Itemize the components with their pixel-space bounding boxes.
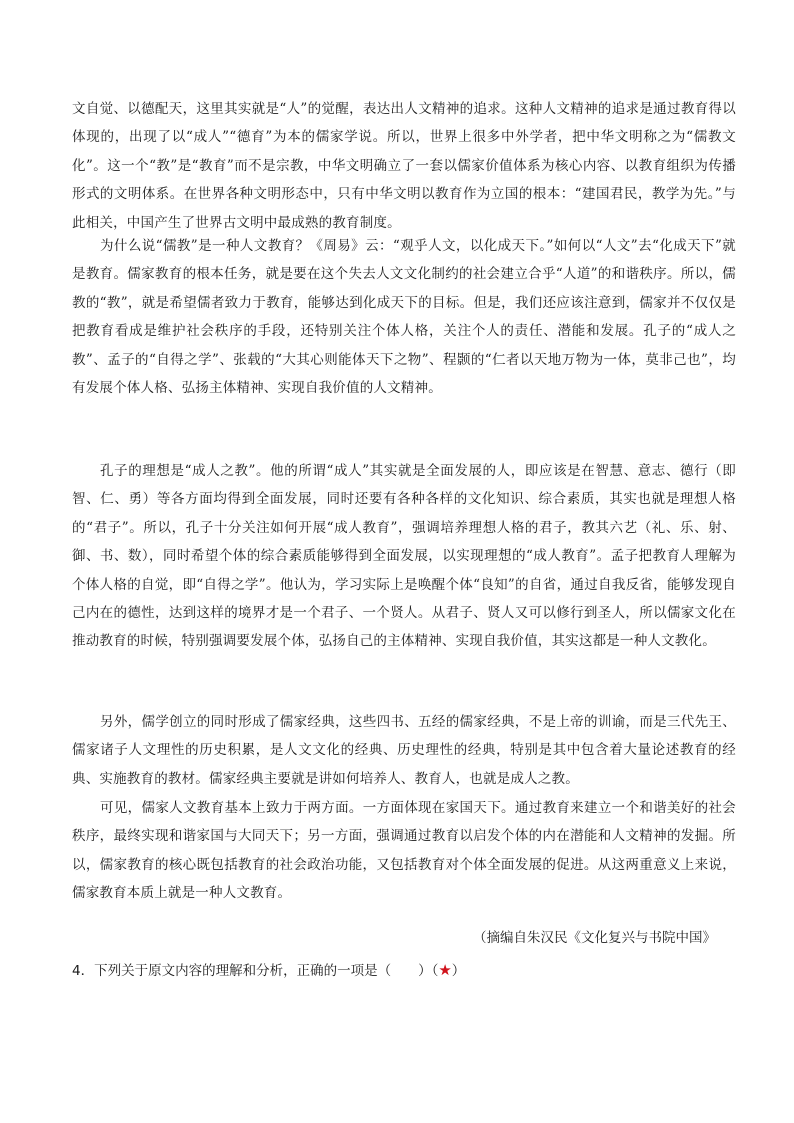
question-text: 4．下列关于原文内容的理解和分析，正确的一项是（ ）（ — [72, 963, 439, 979]
question-close: ） — [451, 963, 466, 979]
paragraph-2: 为什么说“儒教”是一种人文教育？《周易》云：“观乎人文，以化成天下。”如何以“人文”去“化成天下”就是教育。儒家教育的根本任务，就是要在这个失去人文文化制约的社会建立合乎“人道”的和谐秩序。所以，儒教的“教”，就是希望儒者致力于教育，能够达到化成天下的目标。但是，我们还应该注意到，儒家并不仅仅是把教育看成是维护社会秩序的手段，还特别关注个体人格，关注个人的责任、潜能和发展。孔子的“成人之教”、孟子的“自得之学”、张载的“大其心则能体天下之物”、程颢的“仁者以天地万物为一体，莫非己也”，均有发展个体人格、弘扬主体精神、实现自我价值的人文精神。 — [72, 238, 736, 397]
star-icon: ★ — [438, 961, 452, 979]
paragraph-1: 文自觉、以德配天，这里其实就是“人”的觉醒，表达出人文精神的追求。这种人文精神的追求是通过教育得以体现的，出现了以“成人”“德育”为本的儒家学说。所以，世界上很多中外学者，把中华文明称之为“儒教文化”。这一个“教”是“教育”而不是宗教，中华文明确立了一套以儒家价值体系为核心内容、以教育组织为传播形式的文明体系。在世界各种文明形态中，只有中华文明以教育作为立国的根本：“建国君民，教学为先。”与此相关，中国产生了世界古文明中最成熟的教育制度。 — [72, 101, 736, 231]
question-4 — [72, 958, 736, 983]
paragraph-3: 孔子的理想是“成人之教”。他的所谓“成人”其实就是全面发展的人，即应该是在智慧、意志、德行（即智、仁、勇）等各方面均得到全面发展，同时还要有各种各样的文化知识、综合素质，其实也就是理想人格的“君子”。所以，孔子十分关注如何开展“成人教育”，强调培养理想人格的君子，教其六艺（礼、乐、射、御、书、数），同时希望个体的综合素质能够得到全面发展，以实现理想的“成人教育”。孟子把教育人理解为个体人格的自觉，即“自得之学”。他认为，学习实际上是唤醒个体“良知”的自省，通过自我反省，能够发现自己内在的德性，达到这样的境界才是一个君子、一个贤人。从君子、贤人又可以修行到圣人，所以儒家文化在推动教育的时候，特别强调要发展个体，弘扬自己的主体精神、实现自我价值，其实这都是一种人文教化。 — [72, 463, 736, 650]
source-citation: （摘编自朱汉民《文化复兴与书院中国》 — [473, 930, 716, 946]
paragraph-5: 可见，儒家人文教育基本上致力于两方面。一方面体现在家国天下。通过教育来建立一个和谐美好的社会秩序，最终实现和谐家国与大同天下；另一方面，强调通过教育以启发个体的内在潜能和人文精神的发掘。所以，儒家教育的核心既包括教育的社会政治功能，又包括教育对个体全面发展的促进。从这两重意义上来说，儒家教育本质上就是一种人文教育。 — [72, 800, 736, 902]
paragraph-4: 另外，儒学创立的同时形成了儒家经典，这些四书、五经的儒家经典，不是上帝的训谕，而是三代先王、儒家诸子人文理性的历史积累，是人文文化的经典、历史理性的经典，特别是其中包含着大量论述教育的经典、实施教育的教材。儒家经典主要就是讲如何培养人、教育人，也就是成人之教。 — [72, 714, 736, 787]
